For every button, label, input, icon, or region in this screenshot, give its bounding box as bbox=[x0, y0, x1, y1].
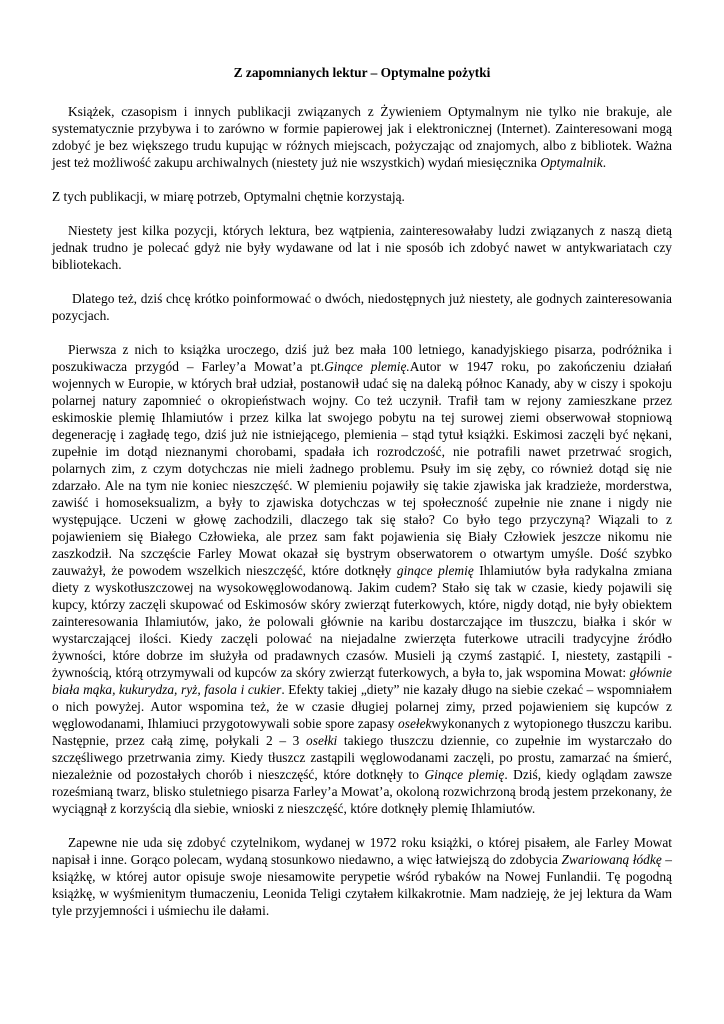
paragraph-5-part: wykonanych z wytopionego tłuszczu karibu. Następnie, przez całą zimę, połykali 2 – 3 bbox=[52, 716, 672, 748]
paragraph-5-part: Pierwsza z nich to książka uroczego, dziś już bez mała 100 letniego, kanadyjskiego pisarza, podróżnika i poszukiwacza przygód – Farley’a Mowat’a pt. bbox=[52, 342, 672, 374]
paragraph-5-part: takiego tłuszczu dziennie, co zupełnie im wystarczało do szczęśliwego przetrwania zimy. Kiedy tłuszcz zastąpili węglowodanami zaczęli, po prostu, zamarzać na śmierć, niezależnie od pozostałych chorób i nieszczęść, które dotknęły to bbox=[52, 733, 672, 782]
paragraph-5-part: Autor w 1947 roku, po zakończeniu działań wojennych w Europie, w których brał udział, postanowił udać się na daleką północ Kanady, aby w ciszy i spokoju polarnej natury zapomnieć o okropieństwach wojny. Co też uczynił. Trafił tam w rejony zamieszkane przez eskimoskie plemię Ihlamiutów i przez kilka lat swojego pobytu na tej surowej ziemi obserwował stopniową degenerację i zagładę tego, dziś już nie istniejącego, plemienia – stąd tytuł książki. Eskimosi zaczęli być nękani, zupełnie im dotąd nieznanymi chorobami, spadała ich rozrodczość, nie potrafili nawet przetrwać srogich, polarnych zim, z czym dotychczas nie mieli żadnego problemu. Psuły im się zęby, co również dotąd się nie zdarzało. Ale na tym nie koniec nieszczęść. W plemieniu pojawiły się takie zjawiska jak kradzieże, morderstwa, zawiść i homoseksualizm, a były to zjawiska dotychczas w tej społeczność zupełnie nie znane i nigdy nie występujące. Uczeni w głowę zachodzili, dlaczego tak się stało? Co było tego przyczyną? Wiązali to z pojawieniem się Białego Człowieka, ale przez sam fakt pojawienia się Biały Człowiek jeszcze nikomu nie zaszkodził. Na szczęście Farley Mowat okazał się bystrym obserwatorem o otwartym umyśle. Dość szybko zauważył, że powodem wszelkich nieszczęść, które dotknęły bbox=[52, 359, 672, 578]
italic-quote: głównie biała mąka, kukurydza, ryż, fasola i cukier bbox=[52, 665, 672, 697]
paragraph-3: Niestety jest kilka pozycji, których lektura, bez wątpienia, zainteresowałaby ludzi związanych z naszą dietą jednak trudno je polecać gdyż nie były wydawane od lat i nie sposób ich zdobyć nawet w antykwariatach czy bibliotekach. bbox=[52, 223, 672, 272]
paragraph-6-part: Zapewne nie uda się zdobyć czytelnikom, wydanej w 1972 roku książki, o której pisałem, ale Farley Mowat napisał i inne. Gorąco polecam, wydaną stosunkowo niedawno, a więc łatwiejszą do zdobycia bbox=[52, 835, 672, 867]
book-title: Ginące plemię. bbox=[324, 359, 410, 374]
paragraph-1 bbox=[52, 103, 672, 171]
paragraph-5-part: . Efekty takiej „diety” nie kazały długo na siebie czekać – wspomniałem o nich powyżej. Autor wspomina też, że w czasie długiej polarnej zimy, przed pojawieniem się kupców z węglowodanami, Ihlamiuci przygotowywali sobie spore zapasy bbox=[52, 682, 672, 731]
paragraph-1-end: . bbox=[602, 155, 607, 170]
paragraph-6-part: – książkę, w której autor opisuje swoje niesamowite perypetie wśród rybaków na Nowej Funlandii. Tę pogodną książkę, w wyśmienitym tłumaczeniu, Leonida Teligi czytałem kilkakrotnie. Mam nadzieję, że jej lektura da Wam tyle przyjemności i uśmiechu ile dałami. bbox=[52, 852, 672, 918]
paragraph-5-part: Ihlamiutów była radykalna zmiana diety z wyskotłuszczowej na wysokowęglowodanową. Jakim cudem? Stało się tak w czasie, kiedy pojawili się kupcy, którzy zaczęli skupować od Eskimosów skóry zwierząt futerkowych, które, nigdy dotąd, nie były obiektem zainteresowania Ihlamiutów, jako, że polowali głównie na karibu dostarczające im tłuszczu, białka i skór w wystarczającej ilości. Kiedy zaczęli polować na niejadalne zwierzęta futerkowe utracili tradycyjne źródło żywności, które dobrze im służyła od pradawnych czasów. Musieli ją czymś zastąpić. I, niestety, zastąpili - żywnością, którą otrzymywali od kupców za skóry zwierząt futerkowych, a była to, jak wspomina Mowat: bbox=[52, 563, 673, 680]
paragraph-2: Z tych publikacji, w miarę potrzeb, Optymalni chętnie korzystają. bbox=[52, 189, 405, 204]
italic-phrase: ginące plemię bbox=[396, 563, 474, 578]
document-title: Z zapomnianych lektur – Optymalne pożytki bbox=[233, 65, 491, 80]
paragraph-6 bbox=[52, 834, 672, 919]
paragraph-4: Dlatego też, dziś chcę krótko poinformować o dwóch, niedostępnych już niestety, ale godnych zainteresowania pozycjach. bbox=[52, 291, 672, 323]
italic-word: osełki bbox=[306, 733, 338, 748]
paragraph-1-text: Książek, czasopism i innych publikacji związanych z Żywieniem Optymalnym nie tylko nie brakuje, ale systematycznie przybywa i to zarówno w formie papierowej jak i elektronicznej (Internet). Zainteresowani mogą zdobyć je bez większego trudu kupując w różnych miejscach, pożyczając od znajomych, albo z bibliotek. Ważna jest też możliwość zakupu archiwalnych (niestety już nie wszystkich) wydań miesięcznika bbox=[52, 104, 672, 170]
paragraph-5 bbox=[52, 341, 672, 817]
paragraph-5-part: . Dziś, kiedy oglądam zawsze roześmianą twarz, blisko stuletniego pisarza Farley’a Mowat’a, okoloną rozwichrzoną brodą jestem przekonany, że wyciągnął z korzyścią dla siebie, wnioski z nieszczęść, które dotknęły plemię Ihlamiutów. bbox=[52, 767, 672, 816]
book-title: Zwariowaną łódkę bbox=[561, 852, 662, 867]
italic-word: osełek bbox=[398, 716, 432, 731]
book-title: Ginące plemię bbox=[424, 767, 505, 782]
magazine-title: Optymalnik bbox=[540, 155, 603, 170]
